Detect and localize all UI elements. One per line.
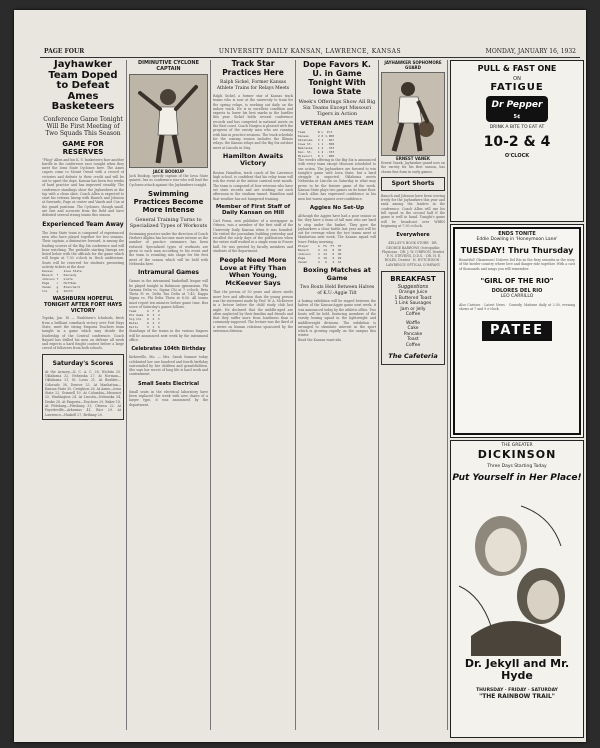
article-body: Swimming practice under the direction of Coach Herbert Allphin has become more intense as the number of practice swimmers has been reduced. Specialized types of workouts are given to each man according to his event and the team is rounding into shape for the first meet of the season which will be held with Nebraska here. [129, 231, 208, 266]
scoring-table: Player G FG FT TP Bausch 4 14 8 36 Johnson 4 12 6 30 Page 4 10 9 29 Vanek 4 6 4 16 [298, 244, 342, 265]
section-game-reserves: GAME FOR RESERVES [62, 139, 104, 156]
article-body: Kirkesville, Mo. — Mrs. Sarah Sumner today celebrated her one hundred and fourth birthday surrounded by her children and grandchildren. She says her secret of long life is hard work and contentment. [129, 355, 208, 377]
basketball-player-icon [382, 73, 444, 155]
patee-star: Eddie Dowling in 'Honeymoon Lane' [476, 237, 558, 242]
column-rule [210, 60, 211, 730]
column-3 [213, 60, 293, 730]
article-body: Boston Hamilton, track coach of the Lawrence high school, is confident that his relay team will win the event at the indoor carnival next month. The team is composed of four veterans who have set state records and are working out each afternoon in the stadium tunnel. Hamilton said that weather has not hampered training. [213, 170, 293, 201]
article-body: Carl Feuss, now publisher of a newspaper in Ottawa, was a member of the first staff of the University Daily Kansan when it was founded. He visited the journalism building yesterday and recalled the early days of the publication when the entire staff worked in a single room in Fraser hall. He was greeted by faculty members and students of the department. [213, 218, 293, 254]
directory-listings: KELLEY'S BOOK STORE · DR. GEORGE BARROWS Osteopathic Physician · DR. J. W. O'BRYON, Dentist · P. N. STEVENS, D.D.S. · DR. H. E. ROLES, Dentist · H. HUTCHISON · LAWRENCE OPTICAL COMPANY [381, 241, 445, 267]
subhead-sickel: Ralph Sickel, Former Kansas Athlete Trains for Relays Meets [216, 80, 290, 91]
drpepper-name: Dr Pepper [491, 100, 543, 110]
column-2 [129, 60, 208, 730]
section-intramural: Intramural Games [138, 269, 199, 277]
drpepper-ad [450, 60, 584, 222]
captain-photo [129, 74, 208, 168]
pull-line-2: ON [513, 76, 521, 82]
article-body: A boxing exhibition will be staged between the halves of the Kansas-Aggie game next week, it was announced today by the athletic office. Two bouts will be held, featuring members of the varsity boxing squad in the lightweight and middleweight divisions. The exhibition is arranged to stimulate interest in the sport which is growing rapidly on the campus this winter. [298, 299, 376, 338]
breakfast-menu [384, 290, 442, 318]
breakfast-item: Cake [407, 326, 419, 332]
breakfast-item: Coffee [405, 342, 421, 348]
subhead-experienced: Experienced Team Away [42, 220, 124, 228]
section-veteran: VETERAN AMES TEAM [300, 120, 374, 127]
headline-boxing: Boxing Matches at Game [303, 266, 371, 282]
pull-line-1: PULL & FAST ONE [477, 64, 557, 73]
patee-title: "GIRL OF THE RIO" [480, 276, 554, 285]
breakfast-title: BREAKFAST [390, 275, 436, 284]
dickinson-name: DICKINSON [477, 448, 557, 461]
breakfast-item: Pancake [403, 331, 423, 337]
subhead-washburn: WASHBURN HOPEFUL TONIGHT AFTER FORT HAYS VICTORY [43, 296, 123, 315]
scores-box [42, 354, 124, 420]
article-body: Games in the intramural basketball league will be played tonight in Robinson gymnasium. Phi Gamma Delta vs. Sigma Chi at 7 o'clock; Beta Theta Pi vs. Delta Tau Delta at 7:45; Kappa Sigma vs. Phi Delta Theta at 8:30. All teams must report ten minutes before game time. Box score of Saturday's games follows. [129, 279, 208, 310]
standings-table: Team W L Pct Kansas 2 0 1.000 Oklahoma 2 1 .667 Iowa St. 1 1 .500 Nebraska 1 2 .333 Kan. St. 1 2 .333 Missouri 0 1 .000 [298, 130, 335, 158]
subhead-training: General Training Turns to Specialized Types of Workouts [129, 216, 208, 229]
caption-text: Jack Bookup, speedy captain of the Iowa State quintet, lies as conference star who will lead the Cyclones attack against the Jayhawkers tonight. [129, 174, 208, 187]
column-5 [381, 60, 445, 730]
article-body: Standings of the teams in the various leagues will be announced next week by the intramural office. [129, 329, 208, 342]
patee-tuesday: TUESDAY! Thru Thursday [460, 246, 574, 255]
dickinson-tagline: Put Yourself in Her Place! [452, 473, 582, 483]
dickinson-top: THE GREATER [501, 443, 533, 448]
drpepper-logo [486, 96, 548, 122]
column-rule [126, 60, 127, 730]
film-title: Dr. Jekyll and Mr. Hyde [464, 657, 570, 682]
column-4 [298, 60, 376, 730]
breakfast-item: Coffee [405, 312, 421, 318]
patee-ends: ENDS TONITE [498, 231, 536, 237]
patee-extra: Also Cartoon · Latest News · Comedy. Matinee daily at 2:30, evening shows at 7 and 9 o'clock. [459, 302, 575, 312]
subhead-conference: Conference Game Tonight Will Be First Meeting of Two Squads This Season [43, 115, 123, 137]
article-body: Although the Aggies have had a poor season so far, they have a team of tall men who are hard to stop under the basket. They gave the Jayhawkers a close battle last year and will be out for revenge when the two teams meet at Manhattan next week. The Kansas squad will leave Friday morning. [298, 213, 376, 244]
breakfast-item: Jam or Jelly [400, 306, 426, 312]
drpepper-price: 5¢ [513, 114, 521, 120]
patee-cast-2: LEO CARRILLO [500, 293, 534, 299]
oclock: O'CLOCK [504, 153, 530, 159]
breakfast-menu-2 [384, 321, 442, 349]
breakfast-item: Waffle [405, 320, 421, 326]
subhead-aggies: Aggies No Set-Up [309, 204, 365, 211]
article-body: Bausch and Johnson have been scoring freely for the Jayhawkers this year and rank among the leaders in the conference. Coach Allen will use his full squad in the second half if the game is well in hand. Tonight's game will be broadcast over WREN beginning at 7:30 o'clock. [381, 193, 445, 228]
breakfast-sub: Suggestions [397, 284, 429, 291]
headline-dope-favors: Dope Favors K. U. in Game Tonight With Iowa State [303, 60, 371, 96]
film-next: "THE RAINBOW TRAIL" [479, 693, 555, 700]
breakfast-box [381, 271, 445, 365]
drink-at: DRINK A BITE TO EAT AT [489, 125, 545, 130]
page-number: PAGE FOUR [44, 48, 85, 55]
breakfast-item: Orange Juice [398, 290, 428, 296]
article-body: "Phog" Allen and his K. U. basketeers face another hurdle in the conference race tonight when they meet the Iowa State Cyclones here. The Ames cagers come to Mount Oread with a record of victories and defeats to their credit and will be out to upset the dope. Kansas has been two weeks of hard practice and has improved steadily. The conference standings show the Jayhawkers at the top with a clean slate. Coach Allen is expected to start his veteran lineup with Bausch and Johnson at forwards, Page at center and Vanek and Cox at the guard positions. The Cyclones, though small, are fast and accurate from the field and have defeated several strong teams this season. [42, 157, 124, 218]
dickinson-theater-ad [450, 440, 584, 738]
ten-two-four: 10-2 & 4 [483, 134, 551, 150]
headline-mckeever: People Need More Love at Fifty Than When Young, McKeever Says [219, 256, 287, 287]
article-body: The week's offering in the Big Six is announced with every team except Missouri scheduled to see action. The Jayhawkers are favored to win tonight's game with Iowa State, but a hard struggle is expected. Oklahoma meets Nebraska at Lincoln on Saturday in what may prove to be the feature game of the week. Kansas State plays two games on its home floor. Coach Allen has expressed confidence in his men but warns against over-confidence. [298, 158, 376, 201]
photo-caption: JACK BOOKUP [152, 169, 185, 174]
directory-title: Everywhere [396, 232, 430, 239]
section-sport-shorts: Sport Shorts [391, 179, 435, 187]
headline-track: Track Star Practices Here [222, 60, 284, 77]
patee-cast: DOLORES DEL RIO [491, 287, 543, 294]
subhead-birthday: Celebrates 104th Birthday [131, 346, 206, 353]
photo-title: DIMINUTIVE CYCLONE CAPTAIN [137, 60, 200, 72]
column-1 [42, 60, 124, 730]
subhead-bouts: Two Bouts Held Between Halves of K.U.-Aggie Tilt [299, 285, 375, 296]
patee-border [453, 227, 581, 435]
article-body: Small seats in the electrical laboratory have been replaced this week with new chairs of a larger type, it was announced by the department. [129, 389, 208, 407]
article-body: The Iowa State team is composed of experienced men who have played together for two seasons. Their captain, a diminutive forward, is among the leading scorers of the Big Six conference and will bear watching. The probable starting lineups are listed below with the officials for the game which will begin at 7:30 o'clock in Hoch auditorium. Seats will be reserved for students presenting activity tickets at the door. [42, 230, 124, 270]
pull-line-3: FATIGUE [490, 82, 544, 93]
subhead-seats: Small Seats Electrical [138, 380, 199, 387]
headline-hamilton: Hamilton Awaits Victory [222, 151, 284, 168]
column-rule [295, 60, 296, 730]
headline-swimming: Swimming Practices Become More Intense [133, 189, 204, 214]
player-figure-icon [130, 75, 207, 167]
film-illustration-icon [451, 486, 581, 656]
cafeteria-name: The Cafeteria [388, 352, 438, 361]
sport-shorts-box [381, 177, 445, 191]
dickinson-days: Three Days Starting Today [487, 464, 547, 469]
article-body: Topeka, Jan. 16 — Washburn's Ichabods, fresh from a brilliant comeback victory over Fort Hays State, meet the strong Emporia Teachers team tonight in a game which may decide the leadership of the Central conference. Coach Bayard has drilled his men on defense all week and expects a hard fought contest before a large crowd of followers from both schools. [42, 316, 124, 351]
scores-title: Saturday's Scores [52, 359, 114, 367]
patee-blurb: Beautiful! Glamorous! Dolores Del Rio as the fiery senorita in the story of the border country where love and danger ride together. With a cast of thousands and songs you will remember. [459, 258, 575, 271]
film-days: THURSDAY · FRIDAY · SATURDAY [476, 688, 558, 693]
breakfast-item: 1 Link Sausages [394, 301, 432, 307]
breakfast-item: Toast [407, 337, 419, 343]
scores-list: At the Armory—K. C. A. C. 28, Wichita 20. Oklahoma 32, Nebraska 27. At Norman—Oklahoma 31, St. Louis 21. At Boulder—Colorado 38, Denver 25. At Manhattan—Kansas State 30, Creighton 26. At Ames—Iowa State 22, Grinnell 19. At Columbia—Missouri 25, Washington 24. At Lincoln—Nebraska 34, Drake 28. At Emporia—Teachers 29, Baker 18. At Pittsburg—Pittsburg 33, Ottawa 22. At Fayetteville—Arkansas 41, Rice 29. At Lawrence—Haskell 27, Bethany 20. [45, 369, 121, 417]
patee-theater-ad [450, 224, 584, 438]
masthead [40, 47, 580, 58]
column-rule [378, 60, 379, 730]
spacer [380, 60, 446, 61]
box-score: Team G F P Phi Gams 8 3 4 Sig Chi 6 2 5 Betas 9 4 3 Delts 5 1 6 [129, 309, 160, 330]
subhead-member: Member of First Staff of Daily Kansan on Hill [215, 203, 291, 217]
column-rule [447, 60, 448, 730]
issue-date: MONDAY, JANUARY 16, 1932 [485, 48, 576, 55]
newspaper-page [14, 10, 586, 742]
guard-caption: ERNEST VANEK [396, 156, 430, 161]
article-body: That the person of 50 years and above needs more love and affection than the young person was the statement made by Prof. W. A. McKeever in a lecture before the child study club last night. He declared that the middle-aged are often neglected by their families and friends and that they suffer more from loneliness than is commonly supposed. The lecture was the third of a series on human relations sponsored by the extension division. [213, 290, 293, 333]
breakfast-item: 1 Buttered Toast [394, 295, 432, 301]
headline-jayhawker: Jayhawker Team Doped to Defeat Ames Basketeers [48, 60, 118, 112]
photo-title-guard: JAYHAWKER SOPHOMORE GUARD [384, 60, 442, 70]
lineup-table: Kansas Iowa State Bausch f Kennedy Johnson f Grefe Page c Hoffman Vanek g Blanchard Cox g Smith [42, 269, 82, 294]
patee-logo: PATEE [482, 321, 552, 341]
paper-title: UNIVERSITY DAILY KANSAN, LAWRENCE, KANSAS [218, 48, 402, 55]
caption-text: Ernest Vanek, Jayhawker guard now on the varsity for his first season, has shown fine form in early games. [381, 161, 445, 174]
article-body: Ralph Sickel, a former star of Kansas track teams who is now at the university to train for the spring relays, is working out daily on the indoor track. He is in excellent condition and expects to lower his best marks in the hurdles this year. Sickel holds several conference records and has competed in national meets on the East coast. Coach Hargiss is pleased with the progress of the varsity men who are running with him in practice sessions. The track schedule for the coming season includes the Illinois relays, the Kansas relays and the Big Six outdoor meet at Lincoln in May. [213, 94, 293, 150]
article-body: Read the Kansan want-ads. [298, 337, 343, 342]
subhead-week: Week's Offerings Show All Big Six Teams Except Missouri Tigers in Action [298, 99, 376, 117]
guard-photo [381, 72, 445, 156]
